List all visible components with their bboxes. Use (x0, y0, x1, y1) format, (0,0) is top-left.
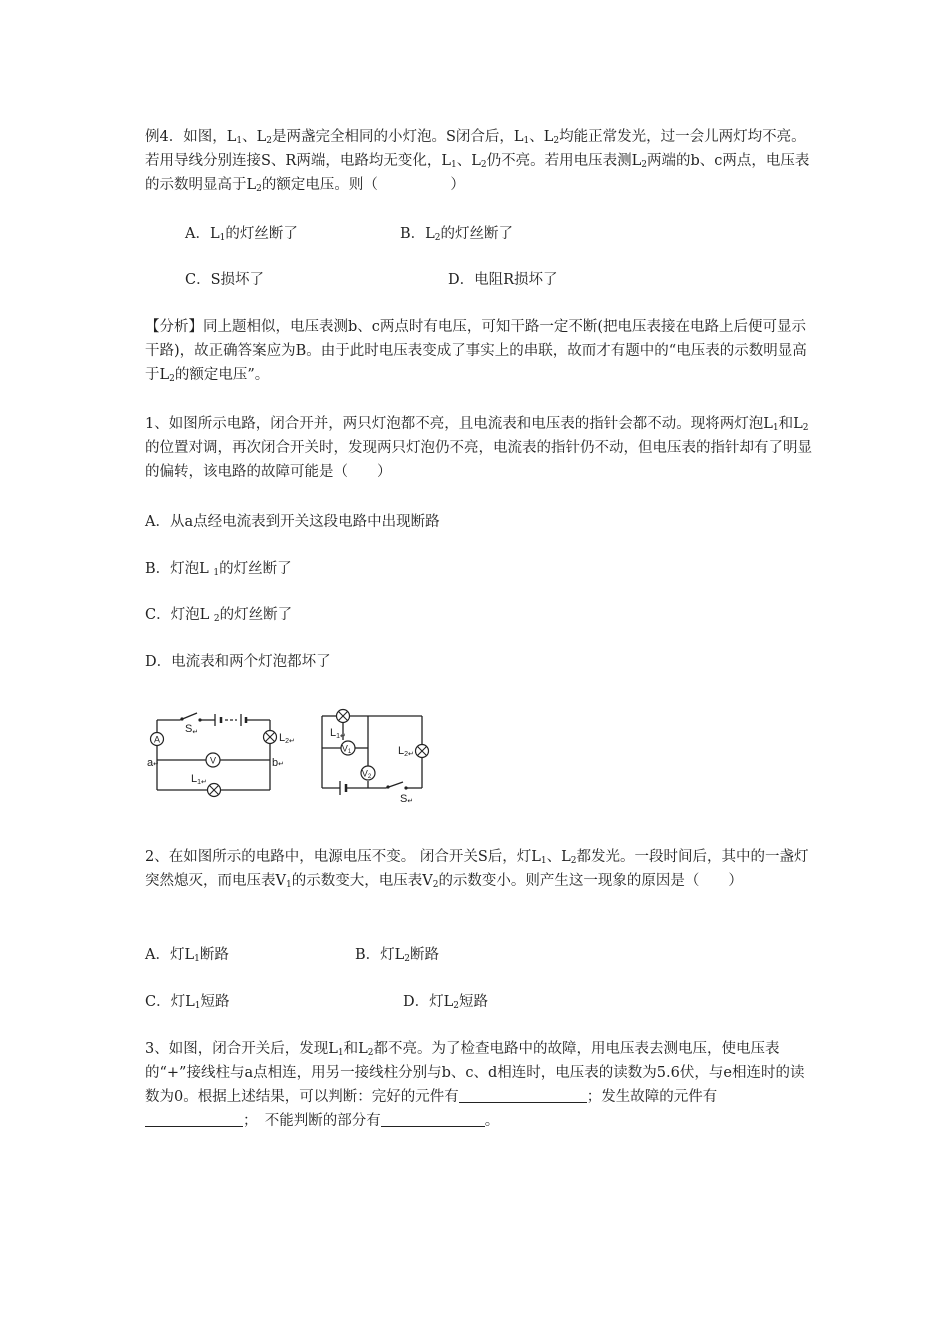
circuit-figure-1 (145, 708, 295, 798)
lamp-l2-symbol-fig2 (416, 745, 429, 758)
blank-faulty-components[interactable] (145, 1111, 243, 1127)
q1-question: 1、如图所示电路，闭合开并，两只灯泡都不亮，且电流表和电压表的指针会都不动。现将两灯泡$L_1$和$L_2$的位置对调，再次闭合开关时，发现两只灯泡仍不亮，电流表的指针仍不动，但电压表的指针却有了明显的偏转，该电路的故障可能是（ ） (145, 416, 812, 480)
svg-text:V: V (209, 755, 217, 766)
voltmeter-v1-symbol (341, 741, 355, 755)
svg-text:A: A (153, 734, 161, 745)
switch-label: S↵ (185, 723, 199, 736)
ammeter-symbol (151, 733, 164, 746)
q1-option-b: B．灯泡L $_1$的灯丝断了 (145, 561, 292, 578)
q1-option-d: D．电流表和两个灯泡都坏了 (145, 654, 331, 670)
lamp-l1-symbol (208, 784, 221, 797)
q1-option-a: A．从a点经电流表到开关这段电路中出现断路 (145, 514, 440, 530)
point-b-label: b↵ (272, 757, 284, 769)
voltmeter-symbol (206, 753, 220, 767)
svg-text:V1: V1 (341, 743, 352, 755)
q2-option-c: C．灯$L_1$短路 (145, 994, 230, 1011)
example4-question: 例4．如图，$L_1$、$L_2$是两盏完全相同的小灯泡。S闭合后，$L_1$、$L_2$均能正常发光，过一会儿两灯均不亮。若用导线分别连接S、R两端，电路均无变化，$L_1$、$L_2$仍不亮。若用电压表测$L_2$两端的b、c两点，电压表的示数明显高于$L_2$的额定电压。则（ ） (145, 129, 810, 194)
svg-text:V2: V2 (361, 768, 372, 780)
voltmeter-v2-symbol (361, 766, 375, 780)
q2-question: 2、在如图所示的电路中，电源电压不变。 闭合开关S后，灯$L_1$、$L_2$都发光。一段时间后，其中的一盏灯突然熄灭，而电压表$V_1$的示数变大，电压表$V_2$的示数变小。则产生这一现象的原因是（ ） (145, 849, 809, 890)
q1-option-c: C．灯泡L $_2$的灯丝断了 (145, 607, 293, 624)
circuit-figure-2 (318, 706, 443, 804)
example4-option-d: D．电阻R损坏了 (448, 272, 558, 288)
q2-option-d: D．灯$L_2$短路 (403, 994, 488, 1011)
point-a-label: a↵ (147, 757, 159, 769)
lamp-l2-label-fig2: L2↵ (398, 745, 414, 758)
q2-option-b: B．灯$L_2$断路 (355, 947, 440, 964)
q3-question: 3、如图，闭合开关后，发现$L_1$和$L_2$都不亮。为了检查电路中的故障，用电压表去测电压，使电压表的“+”接线柱与a点相连，用另一接线柱分别与b、c、d相连时，电压表的读数为5.6伏，与e相连时的读数为0。根据上述结果，可以判断：完好的元件有 ；发生故障的元件有； 不能判断的部分有 。 (145, 1041, 805, 1129)
analysis-paragraph: 【分析】同上题相似，电压表测b、c两点时有电压，可知干路一定不断(把电压表接在电路上后便可显示干路)，故正确答案应为B。由于此时电压表变成了事实上的串联，故而才有题中的“电压表的示数明显高于$L_2$的额定电压”。 (145, 319, 807, 384)
q2-option-a: A．灯$L_1$断路 (145, 947, 229, 964)
switch-label-fig2: S↵ (400, 793, 414, 804)
lamp-l1-symbol-fig2 (337, 710, 350, 723)
example4-option-a: A．$L_1$的灯丝断了 (185, 226, 298, 243)
example4-option-c: C．S损坏了 (185, 272, 265, 288)
lamp-l2-symbol (264, 731, 277, 744)
example4-option-b: B．$L_2$的灯丝断了 (400, 226, 514, 243)
lamp-l1-label: L1↵ (191, 773, 207, 786)
lamp-l2-label: L2↵ (279, 732, 295, 745)
blank-intact-components[interactable] (459, 1087, 587, 1103)
lamp-l1-label-fig2: L1↵ (330, 727, 346, 740)
blank-undetermined-parts[interactable] (381, 1111, 485, 1127)
